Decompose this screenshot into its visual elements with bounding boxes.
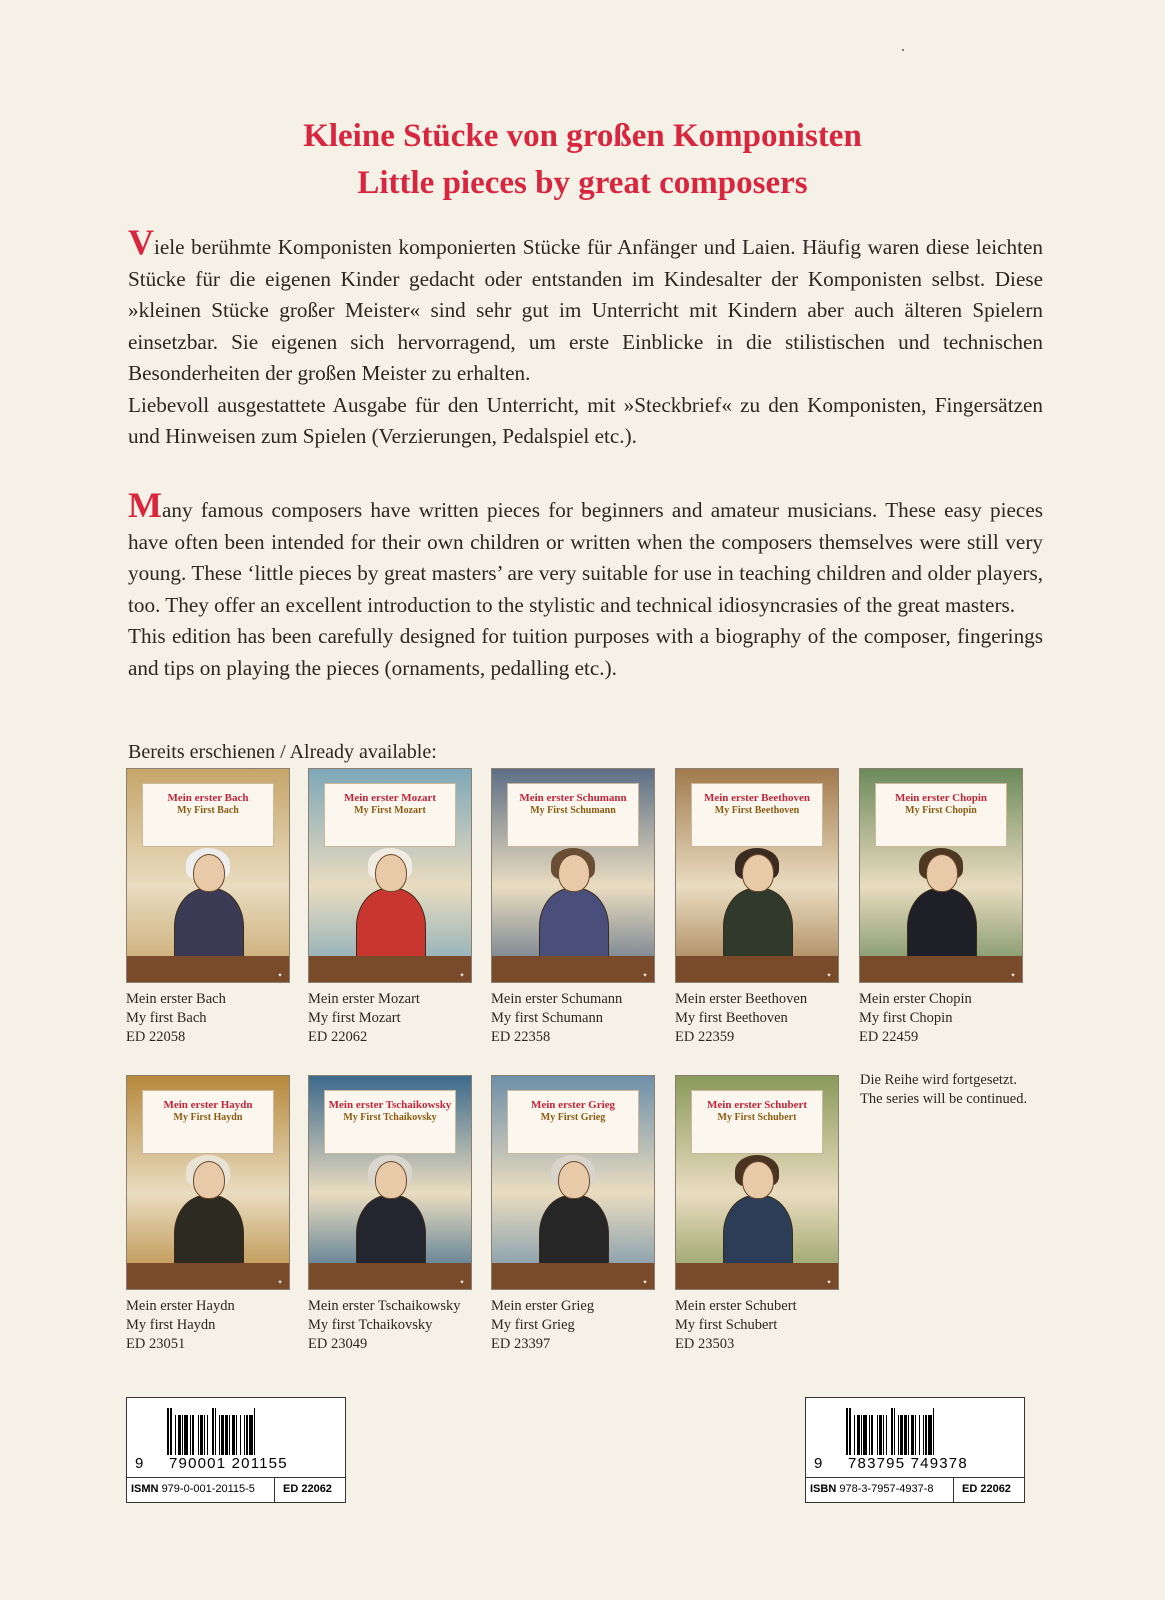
book-caption-chopin bbox=[859, 990, 972, 1047]
cover-label bbox=[875, 783, 1007, 847]
heading-english: Little pieces by great composers bbox=[357, 165, 808, 201]
cover-title-en: My First Grieg bbox=[540, 1112, 606, 1123]
caption-ed: ED 23397 bbox=[491, 1336, 551, 1352]
caption-en: My first Chopin bbox=[859, 1010, 953, 1026]
dropcap-v: V bbox=[128, 222, 154, 262]
desk bbox=[676, 956, 838, 982]
book-caption-schumann bbox=[491, 990, 622, 1047]
caption-en: My first Tchaikovsky bbox=[308, 1317, 433, 1333]
publisher-logo: ✦ bbox=[277, 1280, 283, 1286]
divider bbox=[274, 1478, 275, 1502]
book-caption-schubert bbox=[675, 1297, 797, 1354]
cover-title-en: My First Schumann bbox=[530, 805, 616, 816]
caption-ed: ED 22062 bbox=[308, 1029, 368, 1045]
publisher-logo: ✦ bbox=[642, 973, 648, 979]
intro-english-second: This edition has been carefully designed for tuition purposes with a biography of the composer, fingerings and tips on playing the pieces (ornaments, pedalling etc.). bbox=[128, 624, 1043, 680]
book-cover-bach bbox=[126, 768, 290, 983]
publisher-logo: ✦ bbox=[1010, 973, 1016, 979]
book-caption-grieg bbox=[491, 1297, 594, 1354]
publisher-logo: ✦ bbox=[826, 973, 832, 979]
cover-title-de: Mein erster Beethoven bbox=[703, 792, 811, 804]
cover-label bbox=[507, 783, 639, 847]
caption-ed: ED 23051 bbox=[126, 1336, 186, 1352]
desk bbox=[127, 956, 289, 982]
cover-title-en: My First Tchaikovsky bbox=[343, 1112, 437, 1123]
available-label: Bereits erschienen / Already available: bbox=[128, 741, 437, 763]
composer-illustration bbox=[535, 854, 611, 972]
caption-de: Mein erster Chopin bbox=[859, 991, 972, 1007]
series-note bbox=[860, 1071, 1027, 1109]
cover-title-de: Mein erster Bach bbox=[167, 792, 249, 804]
series-note-en: The series will be continued. bbox=[860, 1091, 1028, 1107]
barcode-number: 790001 201155 bbox=[169, 1455, 288, 1472]
intro-english-text: any famous composers have written pieces for beginners and amateur musicians. These easy pieces have often been intended for their own children or written when the composers themselves were still very young. These ‘little pieces by great masters’ are very suitable for use in teaching children and older players, too. They offer an excellent introduction to the stylistic and technical idiosyncrasies of the great masters. bbox=[128, 498, 1043, 617]
code-value: 979-0-001-20115-5 bbox=[161, 1483, 255, 1495]
composer-illustration bbox=[170, 854, 246, 972]
cover-title-de: Mein erster Grieg bbox=[530, 1099, 616, 1111]
desk bbox=[492, 1263, 654, 1289]
composer-illustration bbox=[352, 1161, 428, 1279]
desk bbox=[860, 956, 1022, 982]
caption-ed: ED 22359 bbox=[675, 1029, 735, 1045]
intro-german-text: iele berühmte Komponisten komponierten Stücke für Anfänger und Laien. Häufig waren diese leichten Stücke für die eigenen Kinder gedacht oder entstanden im Kindesalter der Komponisten selbst. Diese »kleinen Stücke großer Meister« sind sehr gut im Unterricht mit Kindern aber auch älteren Spielern einsetzbar. Sie eigenen sich hervorragend, um erste Einblicke in die stilistischen und technischen Besonderheiten der großen Meister zu erhalten. bbox=[128, 235, 1043, 385]
cover-title-de: Mein erster Schumann bbox=[519, 792, 627, 804]
publisher-logo: ✦ bbox=[826, 1280, 832, 1286]
caption-en: My first Beethoven bbox=[675, 1010, 788, 1026]
caption-de: Mein erster Haydn bbox=[126, 1298, 235, 1314]
cover-label bbox=[691, 783, 823, 847]
edition-value: ED 22062 bbox=[283, 1483, 332, 1495]
caption-ed: ED 23049 bbox=[308, 1336, 368, 1352]
cover-title-de: Mein erster Schubert bbox=[707, 1099, 807, 1111]
cover-label bbox=[142, 1090, 274, 1154]
speck bbox=[902, 49, 904, 51]
publisher-logo: ✦ bbox=[459, 1280, 465, 1286]
barcode-number: 783795 749378 bbox=[848, 1455, 968, 1472]
book-cover-schubert bbox=[675, 1075, 839, 1290]
code-text bbox=[810, 1483, 934, 1495]
desk bbox=[127, 1263, 289, 1289]
desk bbox=[309, 956, 471, 982]
edition-value: ED 22062 bbox=[962, 1483, 1011, 1495]
caption-en: My first Bach bbox=[126, 1010, 207, 1026]
book-cover-haydn bbox=[126, 1075, 290, 1290]
dropcap-m: M bbox=[128, 485, 162, 525]
book-caption-bach bbox=[126, 990, 226, 1047]
composer-illustration bbox=[719, 1161, 795, 1279]
cover-label bbox=[324, 783, 456, 847]
cover-title-de: Mein erster Haydn bbox=[163, 1099, 253, 1111]
book-caption-haydn bbox=[126, 1297, 235, 1354]
cover-title-en: My First Mozart bbox=[354, 805, 426, 816]
barcode-footer bbox=[806, 1477, 1024, 1502]
cover-title-de: Mein erster Mozart bbox=[343, 792, 437, 804]
desk bbox=[309, 1263, 471, 1289]
cover-title-en: My First Chopin bbox=[905, 805, 977, 816]
code-value: 978-3-7957-4937-8 bbox=[839, 1483, 934, 1495]
composer-illustration bbox=[352, 854, 428, 972]
desk bbox=[676, 1263, 838, 1289]
composer-illustration bbox=[903, 854, 979, 972]
book-cover-beethoven bbox=[675, 768, 839, 983]
caption-de: Mein erster Tschaikowsky bbox=[308, 1298, 461, 1314]
barcode-first-digit: 9 bbox=[814, 1455, 824, 1472]
caption-en: My first Schubert bbox=[675, 1317, 778, 1333]
composer-illustration bbox=[170, 1161, 246, 1279]
cover-label bbox=[507, 1090, 639, 1154]
caption-ed: ED 22459 bbox=[859, 1029, 919, 1045]
edition-number bbox=[283, 1483, 332, 1495]
caption-ed: ED 23503 bbox=[675, 1336, 735, 1352]
caption-de: Mein erster Beethoven bbox=[675, 991, 808, 1007]
caption-en: My first Mozart bbox=[308, 1010, 401, 1026]
composer-illustration bbox=[535, 1161, 611, 1279]
book-cover-tchaikovsky bbox=[308, 1075, 472, 1290]
code-text bbox=[131, 1483, 255, 1495]
cover-title-en: My First Schubert bbox=[717, 1112, 797, 1123]
caption-en: My first Haydn bbox=[126, 1317, 216, 1333]
intro-german bbox=[128, 222, 1043, 453]
publisher-logo: ✦ bbox=[459, 973, 465, 979]
caption-de: Mein erster Mozart bbox=[308, 991, 420, 1007]
book-cover-schumann bbox=[491, 768, 655, 983]
barcode-footer bbox=[127, 1477, 345, 1502]
desk bbox=[492, 956, 654, 982]
barcode-isbn bbox=[805, 1397, 1025, 1503]
caption-de: Mein erster Bach bbox=[126, 991, 226, 1007]
cover-label bbox=[142, 783, 274, 847]
composer-illustration bbox=[719, 854, 795, 972]
caption-ed: ED 22058 bbox=[126, 1029, 186, 1045]
caption-de: Mein erster Grieg bbox=[491, 1298, 595, 1314]
publisher-logo: ✦ bbox=[642, 1280, 648, 1286]
book-caption-tchaikovsky bbox=[308, 1297, 461, 1354]
publisher-logo: ✦ bbox=[277, 973, 283, 979]
caption-en: My first Grieg bbox=[491, 1317, 575, 1333]
book-cover-chopin bbox=[859, 768, 1023, 983]
book-cover-grieg bbox=[491, 1075, 655, 1290]
caption-de: Mein erster Schubert bbox=[675, 1298, 797, 1314]
series-note-de: Die Reihe wird fortgesetzt. bbox=[860, 1072, 1018, 1088]
book-caption-mozart bbox=[308, 990, 420, 1047]
caption-ed: ED 22358 bbox=[491, 1029, 551, 1045]
edition-number bbox=[962, 1483, 1011, 1495]
cover-title-de: Mein erster Tschaikowsky bbox=[328, 1099, 452, 1111]
cover-label bbox=[691, 1090, 823, 1154]
cover-title-de: Mein erster Chopin bbox=[894, 792, 988, 804]
cover-title-en: My First Haydn bbox=[173, 1112, 243, 1123]
cover-title-en: My First Bach bbox=[177, 805, 239, 816]
caption-de: Mein erster Schumann bbox=[491, 991, 623, 1007]
heading-german: Kleine Stücke von großen Komponisten bbox=[303, 118, 862, 154]
barcode-ismn bbox=[126, 1397, 346, 1503]
intro-german-second: Liebevoll ausgestattete Ausgabe für den Unterricht, mit »Steckbrief« zu den Komponisten, Fingersätzen und Hinweisen zum Spielen (Verzierungen, Pedalspiel etc.). bbox=[128, 392, 1043, 448]
cover-title-en: My First Beethoven bbox=[714, 805, 800, 816]
book-caption-beethoven bbox=[675, 990, 807, 1047]
code-label: ISBN bbox=[810, 1483, 837, 1495]
code-label: ISMN bbox=[131, 1483, 159, 1495]
cover-label bbox=[324, 1090, 456, 1154]
caption-en: My first Schumann bbox=[491, 1010, 603, 1026]
intro-english bbox=[128, 485, 1043, 684]
book-cover-mozart bbox=[308, 768, 472, 983]
barcode-first-digit: 9 bbox=[135, 1455, 145, 1472]
divider bbox=[953, 1478, 954, 1502]
